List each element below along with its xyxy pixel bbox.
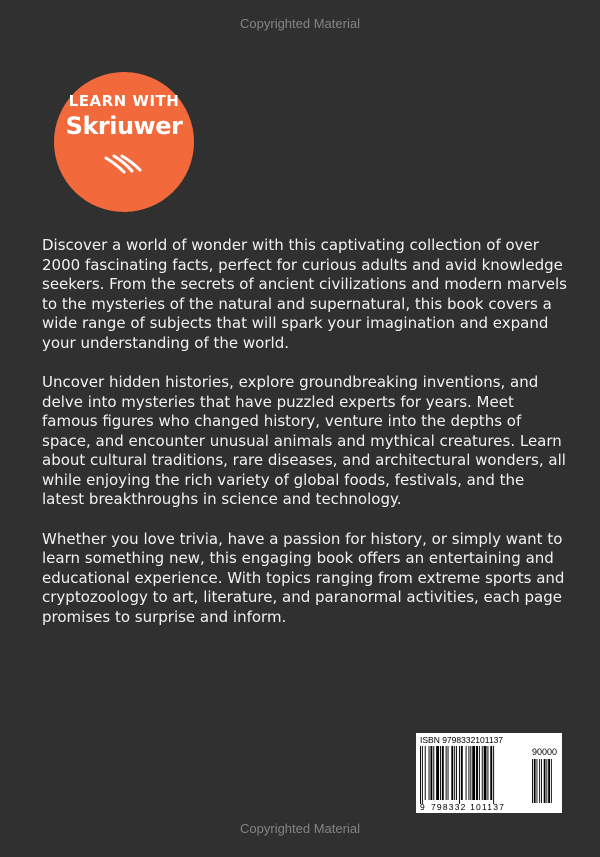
barcode-first-digit: 9 <box>420 802 425 812</box>
addon-barcode-bars <box>532 759 558 803</box>
publisher-logo <box>54 72 194 212</box>
book-description <box>42 236 568 647</box>
description-paragraph-2: Uncover hidden histories, explore groundbreaking inventions, and delve into mysteries that have puzzled experts for years. Meet famous figures who changed history, venture into the depths of space, and encounter unusual animals and mythical creatures. Learn about cultural traditions, rare diseases, and architectural wonders, all while enjoying the rich variety of global foods, festivals, and the latest breakthroughs in science and technology. <box>42 373 566 508</box>
watermark-top: Copyrighted Material <box>240 16 360 31</box>
price-code: 90000 <box>532 747 558 757</box>
logo-tagline: LEARN WITH <box>68 92 180 110</box>
claw-marks-icon <box>102 154 146 176</box>
watermark-bottom: Copyrighted Material <box>240 821 360 836</box>
description-paragraph-3: Whether you love trivia, have a passion for history, or simply want to learn something new, this engaging book offers an entertaining and educational experience. With topics ranging from extreme sports and cryptozoology to art, literature, and paranormal activities, each page promises to surprise and inform. <box>42 529 565 626</box>
isbn-barcode <box>416 733 562 813</box>
description-paragraph-1: Discover a world of wonder with this captivating collection of over 2000 fascinating facts, perfect for curious adults and avid knowledge seekers. From the secrets of ancient civilizations and modern marvels to the mysteries of the natural and supernatural, this book covers a wide range of subjects that will spark your imagination and expand your understanding of the world. <box>42 236 567 352</box>
logo-brand-name: Skriuwer <box>65 112 183 140</box>
barcode-bars <box>420 746 526 804</box>
barcode-remaining-digits: 798332 101137 <box>431 802 506 812</box>
isbn-number: ISBN 9798332101137 <box>420 735 504 745</box>
